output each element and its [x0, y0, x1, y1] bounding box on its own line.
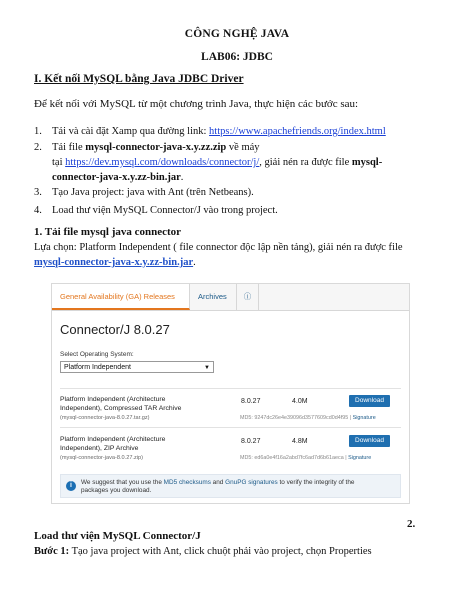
- list-item: [34, 203, 432, 218]
- note-text-part: and: [210, 479, 226, 486]
- intro-text: Để kết nối với MySQL từ một chương trình Java, thực hiện các bước sau:: [34, 98, 359, 110]
- package-file: (mysql-connector-java-8.0.27.tar.gz): [60, 415, 150, 421]
- package-name-line: Independent), Compressed TAR Archive: [60, 405, 182, 412]
- list-number: 1.: [34, 126, 42, 137]
- integrity-note: [60, 474, 401, 498]
- info-icon[interactable]: ⓘ: [237, 284, 259, 310]
- os-select-value: Platform Independent: [64, 364, 131, 371]
- chevron-down-icon: ▼: [204, 365, 210, 371]
- list-text: Load thư viện MySQL Connector/J vào trong project.: [52, 205, 278, 216]
- list-text: , giải nén ra được file: [259, 157, 352, 168]
- tab-ga-releases[interactable]: General Availability (GA) Releases: [52, 284, 190, 310]
- paragraph-text: Lựa chọn: Platform Independent ( file connector độc lập nền tảng), giải nén ra được file: [34, 242, 403, 253]
- package-name: [60, 435, 230, 453]
- doc-subtitle: LAB06: JDBC: [201, 51, 273, 63]
- note-text: [81, 479, 381, 495]
- list-text: Tải và cài đặt Xamp qua đường link:: [52, 126, 210, 137]
- subsection-heading: 1. Tải file mysql java connector: [34, 226, 182, 238]
- divider: [60, 388, 401, 389]
- doc-title: CÔNG NGHỆ JAVA: [184, 28, 290, 40]
- file-name: connector-java-x.y.zz-bin.jar: [52, 172, 181, 183]
- list-item: [34, 140, 432, 185]
- step-text: [34, 546, 372, 557]
- file-name: mysql-connector-java-x.y.zz.zip: [85, 142, 227, 153]
- md5-value: MD5: 9247dc26e4e39096d3577609cd0d4f95: [240, 415, 349, 421]
- list-item: [34, 185, 432, 200]
- paragraph-text: .: [193, 257, 196, 268]
- download-button[interactable]: Download: [349, 395, 390, 407]
- list-text: tại: [52, 157, 66, 168]
- package-size: 4.8M: [292, 438, 308, 445]
- list-number: 2.: [34, 142, 42, 153]
- list-text: .: [180, 172, 184, 183]
- tab-bar: [52, 284, 409, 311]
- xampp-link[interactable]: https://www.apachefriends.org/index.html: [209, 126, 386, 137]
- info-icon: i: [66, 481, 76, 491]
- divider: [60, 427, 401, 428]
- package-version: 8.0.27: [241, 398, 261, 405]
- file-name: mysql-connector-java-x.y.zz-bin.jar: [34, 257, 194, 268]
- paragraph: [34, 240, 444, 270]
- md5-text: MD5: ed6a0e4f16a2abd7fc6ad7d6b61aeca | Signature: [240, 455, 372, 461]
- package-name-line: Independent), ZIP Archive: [60, 445, 139, 452]
- md5-checksums-link[interactable]: MD5 checksums: [163, 479, 211, 486]
- list-text: về máy: [226, 142, 260, 153]
- tab-archives[interactable]: Archives: [190, 284, 237, 310]
- os-select[interactable]: [60, 361, 214, 373]
- os-select-label: Select Operating System:: [60, 351, 134, 358]
- md5-value: MD5: ed6a0e4f16a2abd7fc6ad7d6b61aeca: [240, 455, 344, 461]
- signature-link[interactable]: Signature: [352, 415, 376, 421]
- note-text-part: to verify the integrity of the packages you download.: [81, 479, 355, 494]
- list-text: Tải file: [52, 142, 86, 153]
- package-version: 8.0.27: [241, 438, 261, 445]
- gnupg-signatures-link[interactable]: GnuPG signatures: [225, 479, 278, 486]
- md5-text: MD5: 9247dc26e4e39096d3577609cd0d4f95 | Signature: [240, 415, 376, 421]
- list-number: 2.: [407, 518, 416, 530]
- section-heading: I. Kết nối MySQL bằng Java JDBC Driver: [34, 73, 244, 85]
- step-body: Tạo java project with Ant, click chuột phải vào project, chọn Properties: [69, 546, 372, 557]
- package-name-line: Platform Independent (Architecture: [60, 436, 166, 443]
- subsection-heading: Load thư viện MySQL Connector/J: [34, 530, 201, 542]
- list-item: [34, 124, 432, 139]
- package-name-line: Platform Independent (Architecture: [60, 396, 166, 403]
- package-name: [60, 395, 230, 413]
- download-page-screenshot: [51, 283, 410, 504]
- note-text-part: We suggest that you use the: [81, 479, 164, 486]
- connector-download-link[interactable]: https://dev.mysql.com/downloads/connector/j/: [65, 157, 260, 168]
- list-text: Tạo Java project: java with Ant (trên Netbeans).: [52, 187, 254, 198]
- product-title: Connector/J 8.0.27: [60, 322, 170, 337]
- package-file: (mysql-connector-java-8.0.27.zip): [60, 455, 144, 461]
- signature-link[interactable]: Signature: [348, 455, 372, 461]
- package-size: 4.0M: [292, 398, 308, 405]
- file-name: mysql-: [351, 157, 383, 168]
- step-label: Bước 1:: [34, 546, 70, 557]
- list-number: 3.: [34, 187, 42, 198]
- download-button[interactable]: Download: [349, 435, 390, 447]
- list-number: 4.: [34, 205, 42, 216]
